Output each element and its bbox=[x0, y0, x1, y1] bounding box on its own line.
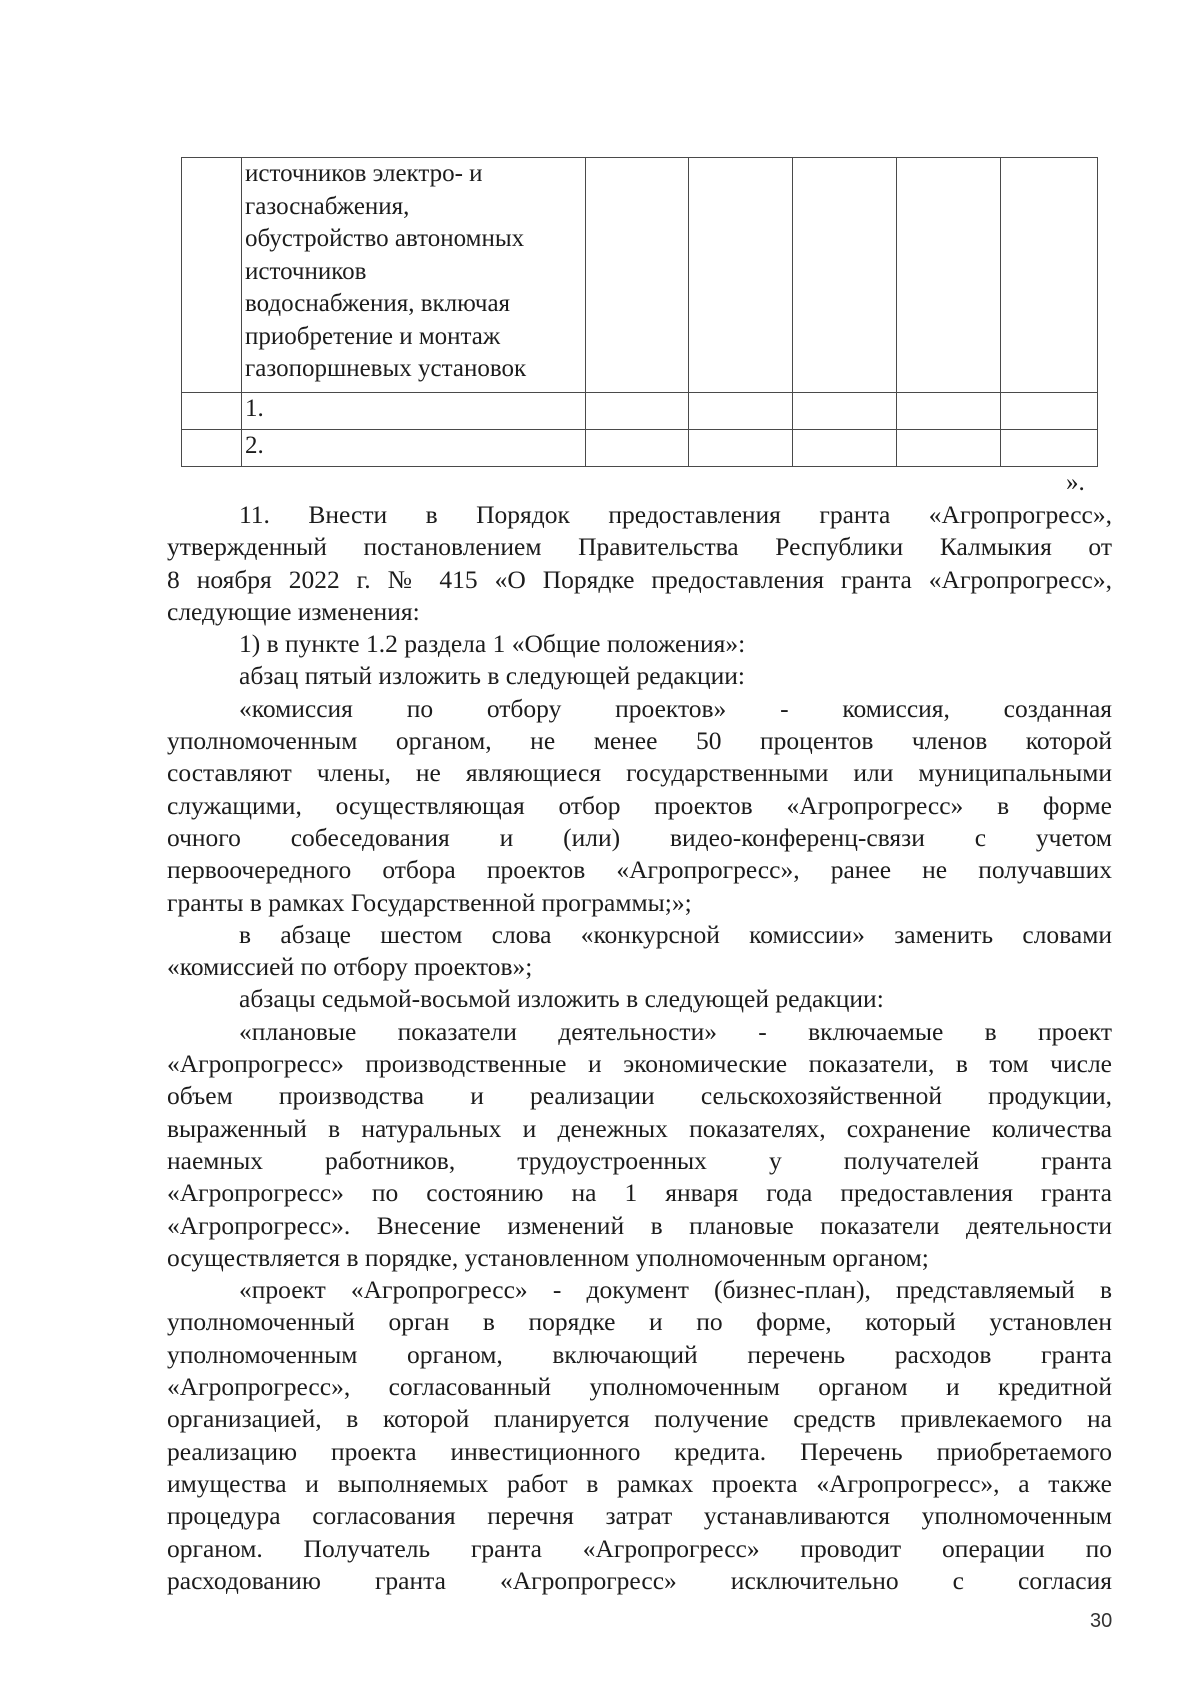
text-line: «проект «Агропрогресс» - документ (бизнес-план), представляемый в bbox=[239, 1275, 1112, 1305]
text-line: очного собеседования и (или) видео-конференц-связи с учетом bbox=[167, 822, 1112, 852]
paragraph bbox=[167, 628, 1112, 660]
table-cell-empty bbox=[1001, 430, 1098, 467]
text-line: в абзаце шестом слова «конкурсной комиссии» заменить словами bbox=[239, 919, 1112, 949]
text-line: осуществляется в порядке, установленном уполномоченным органом; bbox=[167, 1242, 929, 1272]
text-line: гранты в рамках Государственной программы;»; bbox=[167, 887, 692, 917]
text-line: «Агропрогресс», согласованный уполномоченным органом и кредитной bbox=[167, 1372, 1112, 1402]
text-line: «Агропрогресс». Внесение изменений в плановые показатели деятельности bbox=[167, 1210, 1112, 1240]
text-line: наемных работников, трудоустроенных у получателей гранта bbox=[167, 1145, 1112, 1175]
paragraph bbox=[167, 1274, 1112, 1597]
text-line: реализацию проекта инвестиционного кредита. Перечень приобретаемого bbox=[167, 1436, 1112, 1466]
text-line: утвержденный постановлением Правительства Республики Калмыкия от bbox=[167, 532, 1112, 562]
paragraph bbox=[167, 693, 1112, 919]
table-cell-empty bbox=[793, 430, 897, 467]
table-cell-number bbox=[182, 430, 242, 467]
table-cell-empty bbox=[689, 393, 793, 430]
text-line: абзацы седьмой-восьмой изложить в следующей редакции: bbox=[239, 984, 884, 1014]
text-line: уполномоченным органом, не менее 50 процентов членов которой bbox=[167, 726, 1112, 756]
text-line: 8 ноября 2022 г. № 415 «О Порядке предоставления гранта «Агропрогресс», bbox=[167, 564, 1112, 594]
table-row bbox=[182, 430, 1098, 467]
text-line: «плановые показатели деятельности» - включаемые в проект bbox=[239, 1016, 1112, 1046]
text-line: уполномоченный орган в порядке и по форме, который установлен bbox=[167, 1307, 1112, 1337]
table-cell-empty bbox=[897, 430, 1001, 467]
table-cell-empty bbox=[897, 158, 1001, 393]
text-line: следующие изменения: bbox=[167, 596, 420, 626]
text-line: выраженный в натуральных и денежных показателях, сохранение количества bbox=[167, 1113, 1112, 1143]
table-cell-empty bbox=[689, 158, 793, 393]
table-cell-empty bbox=[897, 393, 1001, 430]
body-text bbox=[167, 499, 1112, 1597]
table-cell-empty bbox=[793, 158, 897, 393]
text-line: абзац пятый изложить в следующей редакции: bbox=[239, 661, 745, 691]
paragraph bbox=[167, 983, 1112, 1015]
closing-quote: ». bbox=[1066, 469, 1085, 496]
table-cell-empty bbox=[793, 393, 897, 430]
text-line: «комиссией по отбору проектов»; bbox=[167, 952, 533, 982]
text-line: служащими, осуществляющая отбор проектов «Агропрогресс» в форме bbox=[167, 790, 1112, 820]
expenses-table bbox=[181, 157, 1098, 467]
table-row bbox=[182, 158, 1098, 393]
text-line: 11. Внести в Порядок предоставления гранта «Агропрогресс», bbox=[239, 500, 1112, 529]
table-cell-description: 1. bbox=[242, 393, 586, 430]
paragraph bbox=[167, 1016, 1112, 1274]
text-line: органом. Получатель гранта «Агропрогресс» проводит операции по bbox=[167, 1533, 1112, 1563]
paragraph bbox=[167, 660, 1112, 692]
table-cell-empty bbox=[586, 158, 689, 393]
text-line: «комиссия по отбору проектов» - комиссия, созданная bbox=[239, 693, 1112, 723]
text-line: организацией, в которой планируется получение средств привлекаемого на bbox=[167, 1404, 1112, 1434]
page-number: 30 bbox=[1090, 1610, 1113, 1632]
table-cell-empty bbox=[1001, 393, 1098, 430]
table-cell-empty bbox=[586, 393, 689, 430]
table-cell-description: источников электро- и газоснабжения, обустройство автономных источников водоснабжения, включая приобретение и монтаж газопоршневых установок bbox=[242, 158, 586, 393]
table-cell-empty bbox=[586, 430, 689, 467]
text-line: первоочередного отбора проектов «Агропрогресс», ранее не получавших bbox=[167, 855, 1112, 885]
table-cell-description: 2. bbox=[242, 430, 586, 467]
paragraph bbox=[167, 919, 1112, 984]
paragraph bbox=[167, 499, 1112, 628]
text-line: «Агропрогресс» производственные и экономические показатели, в том числе bbox=[167, 1049, 1112, 1079]
table-cell-empty bbox=[689, 430, 793, 467]
text-line: объем производства и реализации сельскохозяйственной продукции, bbox=[167, 1081, 1112, 1111]
table-cell-number bbox=[182, 158, 242, 393]
text-line: «Агропрогресс» по состоянию на 1 января года предоставления гранта bbox=[167, 1178, 1112, 1208]
text-line: 1) в пункте 1.2 раздела 1 «Общие положения»: bbox=[239, 629, 746, 659]
table-cell-number bbox=[182, 393, 242, 430]
text-line: расходованию гранта «Агропрогресс» исключительно с согласия bbox=[167, 1565, 1112, 1595]
table-row bbox=[182, 393, 1098, 430]
table-cell-empty bbox=[1001, 158, 1098, 393]
text-line: уполномоченным органом, включающий перечень расходов гранта bbox=[167, 1339, 1112, 1369]
text-line: процедура согласования перечня затрат устанавливаются уполномоченным bbox=[167, 1501, 1112, 1531]
text-line: составляют члены, не являющиеся государственными или муниципальными bbox=[167, 758, 1112, 788]
text-line: имущества и выполняемых работ в рамках проекта «Агропрогресс», а также bbox=[167, 1468, 1112, 1498]
